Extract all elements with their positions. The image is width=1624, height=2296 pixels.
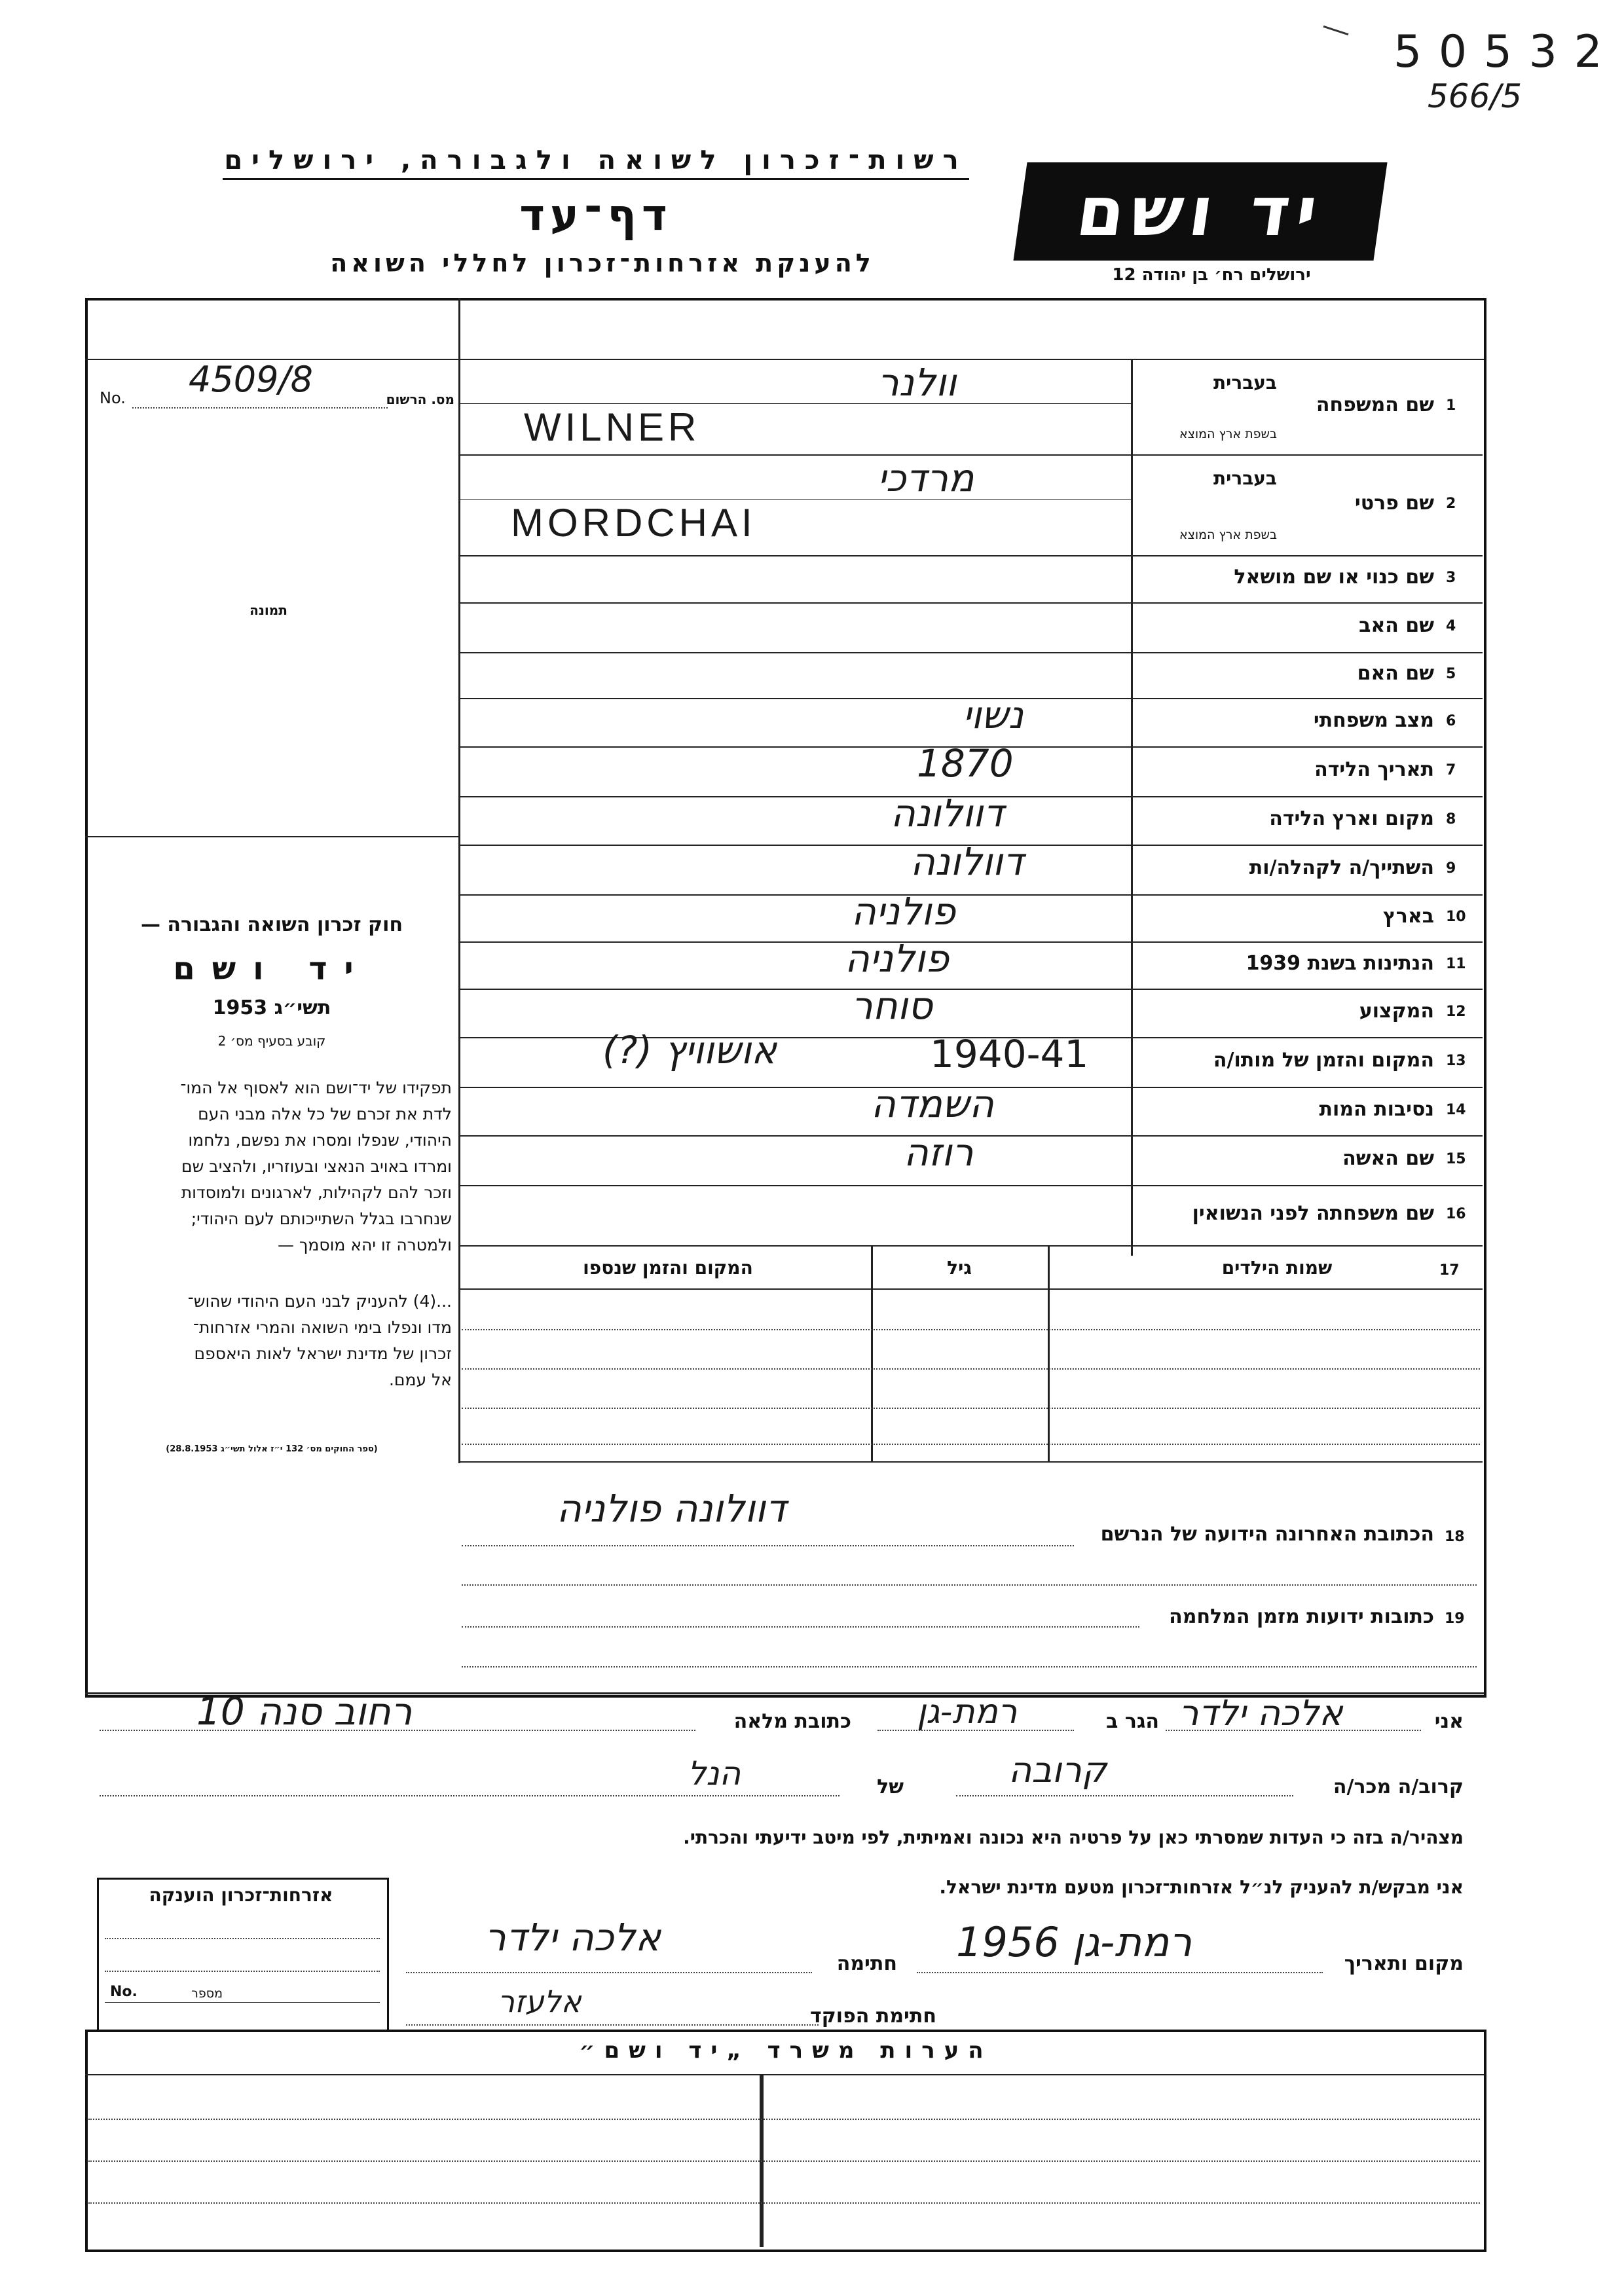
field-label: שם האב (1359, 614, 1434, 637)
law-line: לדת את זכרם של כל אלה מבני העם (198, 1104, 452, 1123)
office-notes-dots-2 (88, 2160, 1480, 2162)
field-label: שם משפחתה לפני הנשואין (1192, 1202, 1434, 1225)
field-19-dots (462, 1626, 1139, 1628)
office-notes-dots-1 (88, 2119, 1480, 2120)
field-row-line (458, 989, 1483, 990)
decl-signature-label: חתימה (836, 1952, 897, 1975)
field-row-line (458, 894, 1483, 896)
children-row-dots (462, 1329, 1480, 1330)
field-num: 6 (1446, 713, 1456, 729)
children-num: 17 (1439, 1262, 1460, 1279)
field-value: השמדה (871, 1082, 994, 1126)
decl-i-label: אני (1434, 1710, 1464, 1733)
field-mid-line (458, 403, 1133, 404)
field-19-dots-2 (462, 1666, 1477, 1667)
field-sublabel-origin: בשפת ארץ המוצא (1179, 528, 1277, 542)
field-value-hebrew: מרדכי (877, 456, 974, 500)
field-label: הנתינות בשנת 1939 (1246, 952, 1434, 975)
decl-signature-value: אלכה ילדר (485, 1915, 661, 1959)
field-label: בארץ (1382, 905, 1434, 928)
law-line: היהודי, שנפלו ומסרו את נפשם, נלחמו (188, 1131, 452, 1150)
field-mid-line (458, 499, 1133, 500)
decl-address-label: כתובת מלאה (733, 1710, 851, 1733)
field-num: 4 (1446, 618, 1456, 634)
law-line: ...(4) להעניק לבני העם היהודי שהוש־ (187, 1292, 452, 1311)
law-line: זכרון של מדינת ישראל לאות היאספם (194, 1344, 452, 1363)
field-label: שם פרטי (1354, 492, 1434, 515)
children-col-age: גיל (947, 1257, 972, 1279)
field-num: 11 (1446, 956, 1466, 972)
field-value-hebrew: וולנר (877, 360, 957, 405)
decl-place-date-label: מקום ותאריך (1344, 1952, 1464, 1975)
field-value: דוולונה (910, 839, 1024, 884)
reg-no-value: 4509/8 (189, 359, 313, 400)
decl-of-label: של (877, 1776, 904, 1798)
labels-column-divider (1131, 359, 1133, 1256)
children-row-dots (462, 1444, 1480, 1445)
form-title: דף־עד (519, 190, 673, 240)
granted-num-label: מספר (191, 1986, 223, 2001)
field-19-num: 19 (1445, 1611, 1465, 1627)
decl-of-dots (100, 1795, 840, 1796)
field-label: שם כנוי או שם מושאל (1234, 566, 1434, 589)
law-year: תשי״ג 1953 (212, 996, 331, 1019)
granted-dots-1 (105, 1938, 380, 1939)
law-line: ולמטרה זו יהא מוסמך — (278, 1235, 452, 1254)
children-header-line (458, 1288, 1483, 1290)
granted-line (105, 2002, 380, 2003)
yad-vashem-logo (1013, 162, 1387, 261)
field-num: 16 (1446, 1206, 1466, 1222)
office-notes-dots-3 (88, 2202, 1480, 2204)
decl-request: אני מבקש/ת להעניק לנ״ל אזרחות־זכרון מטעם מדינת ישראל. (939, 1876, 1464, 1898)
field-label: השתייך/ה לקהלה/ות (1249, 856, 1434, 879)
field-row-line (458, 555, 1483, 556)
law-line: אל עמם. (388, 1370, 452, 1389)
law-line: מדו ונפלו בימי השואה והמרי אזרחות־ (193, 1318, 452, 1337)
field-num: 8 (1446, 811, 1456, 828)
granted-no-label: No. (110, 1984, 138, 2000)
law-line: תפקידו של יד־ושם הוא לאסוף אל המו־ (180, 1078, 452, 1097)
photo-label: תמונה (249, 602, 287, 618)
law-line: וזכר להם לקהילות, לארגונים ולמוסדות (181, 1183, 452, 1202)
field-num: 5 (1446, 666, 1456, 682)
field-value: 1870 (917, 741, 1014, 786)
authority-title: רשות־זכרון לשואה ולגבורה, ירושלים (223, 145, 969, 180)
field-num: 1 (1446, 397, 1456, 414)
law-clause: קובע בסעיף מס׳ 2 (217, 1033, 326, 1049)
corner-mark (1323, 26, 1349, 35)
field-value: נשוי (963, 693, 1024, 737)
field-value-latin: MORDCHAI (511, 501, 756, 545)
granted-box-title: אזרחות־זכרון הוענקה (149, 1884, 333, 1906)
field-num: 9 (1446, 860, 1456, 877)
law-name: יד ושם (173, 951, 371, 987)
archive-number: 5 0 5 3 2 (1393, 26, 1604, 78)
decl-officer-label: חתימת הפוקד (810, 2005, 936, 2028)
field-value-latin: WILNER (524, 405, 701, 449)
decl-officer-dots (406, 2024, 819, 2026)
decl-relative-label: קרוב/ה מכר/ה (1333, 1776, 1464, 1798)
decl-statement: מצהיר/ה בזה כי העדות שמסרתי כאן על פרטיה היא נכונה ואמיתית, לפי מיטב ידיעתי והכרתי. (683, 1827, 1464, 1848)
field-num: 3 (1446, 570, 1456, 586)
children-bottom-line (458, 1461, 1483, 1463)
logo-text: יד ושם (1071, 172, 1329, 251)
form-subtitle: להענקת אזרחות־זכרון לחללי השואה (330, 249, 875, 278)
field-label: המקצוע (1359, 1000, 1434, 1023)
children-row-dots (462, 1368, 1480, 1370)
field-value: פולניה (851, 889, 956, 934)
field-sublabel-hebrew: בעברית (1213, 372, 1277, 393)
decl-signature-dots (406, 1972, 812, 1973)
children-col-names: שמות הילדים (1221, 1257, 1333, 1279)
law-title: חוק זכרון השואה והגבורה — (140, 913, 403, 936)
field-label: תאריך הלידה (1314, 758, 1434, 781)
law-paragraph-2 (92, 1288, 452, 1393)
field-18-value: דוולונה פולניה (557, 1486, 786, 1531)
office-notes-header-line (85, 2074, 1484, 2075)
archive-sub-number: 566/5 (1428, 77, 1522, 115)
field-value: רוזה (904, 1130, 974, 1175)
office-notes-title: הערות משרד „יד ושם״ (579, 2037, 993, 2064)
field-row-line (458, 652, 1483, 653)
decl-relation-value: קרובה (1008, 1749, 1107, 1791)
granted-dots-2 (105, 1971, 380, 1972)
photo-bottom-line (85, 836, 460, 837)
field-value-place: אושוויץ (?) (602, 1028, 777, 1072)
decl-city-value: רמת-גן (917, 1692, 1018, 1732)
field-num: 14 (1446, 1102, 1466, 1118)
field-num: 12 (1446, 1004, 1466, 1020)
field-label: שם המשפחה (1316, 393, 1434, 416)
field-value: דוולונה (891, 791, 1005, 835)
field-value: פולניה (845, 936, 950, 981)
law-paragraph-1 (92, 1075, 452, 1258)
reg-no-label: No. (100, 389, 126, 407)
decl-place-date-value: רמת-גן 1956 (956, 1918, 1192, 1966)
reg-no-dots (132, 407, 388, 409)
field-sublabel-origin: בשפת ארץ המוצא (1179, 427, 1277, 441)
children-row-dots (462, 1408, 1480, 1409)
field-sublabel-hebrew: בעברית (1213, 467, 1277, 489)
children-col-place: המקום והזמן שנספו (583, 1257, 753, 1279)
decl-place-date-dots (917, 1972, 1323, 1973)
field-num: 13 (1446, 1053, 1466, 1069)
reg-label: מס. הרשום (386, 392, 454, 407)
decl-resides-label: הגר ב (1106, 1710, 1159, 1733)
field-num: 10 (1446, 909, 1466, 925)
decl-address-value: רחוב סנה 10 (196, 1689, 413, 1734)
field-num: 7 (1446, 762, 1456, 778)
field-num: 2 (1446, 496, 1456, 512)
decl-relation-dots (956, 1795, 1293, 1796)
field-18-num: 18 (1445, 1529, 1465, 1545)
field-19-label: כתובות ידועות מזמן המלחמה (1169, 1605, 1434, 1628)
law-line: ומרדו באויב הנאצי ובעוזריו, ולהציב שם (181, 1157, 452, 1176)
law-reference: (ספר החוקים מס׳ 132 י״ז אלול תשי״ג 28.8.1953) (166, 1444, 378, 1454)
field-row-line (458, 602, 1483, 604)
field-label: מצב משפחתי (1313, 709, 1434, 732)
field-label: המקום והזמן של מותו/ה (1213, 1049, 1434, 1072)
field-label: שם האם (1357, 662, 1434, 685)
field-18-label: הכתובת האחרונה הידועה של הנרשם (1100, 1523, 1434, 1546)
field-18-dots (462, 1545, 1074, 1546)
law-line: שנחרבו בגלל השתייכותם לעם היהודי; (191, 1209, 452, 1228)
field-18-dots-2 (462, 1584, 1477, 1586)
field-value: 1940-41 (930, 1032, 1089, 1076)
decl-of-value: הנל (688, 1755, 741, 1793)
children-col-divider-2 (1048, 1245, 1050, 1461)
field-label: מקום וארץ הלידה (1269, 807, 1434, 830)
field-num: 15 (1446, 1151, 1466, 1167)
children-top-line (458, 1245, 1483, 1247)
header-address: ירושלים רח׳ בן יהודה 12 (1112, 265, 1311, 285)
field-row-line (458, 941, 1483, 943)
field-value: סוחר (851, 983, 933, 1028)
decl-name-value: אלכה ילדר (1179, 1692, 1343, 1734)
field-label: נסיבות המות (1319, 1098, 1434, 1121)
field-row-line (458, 1185, 1483, 1186)
field-label: שם האשה (1342, 1147, 1434, 1170)
decl-officer-value: אלעזר (498, 1984, 581, 2019)
